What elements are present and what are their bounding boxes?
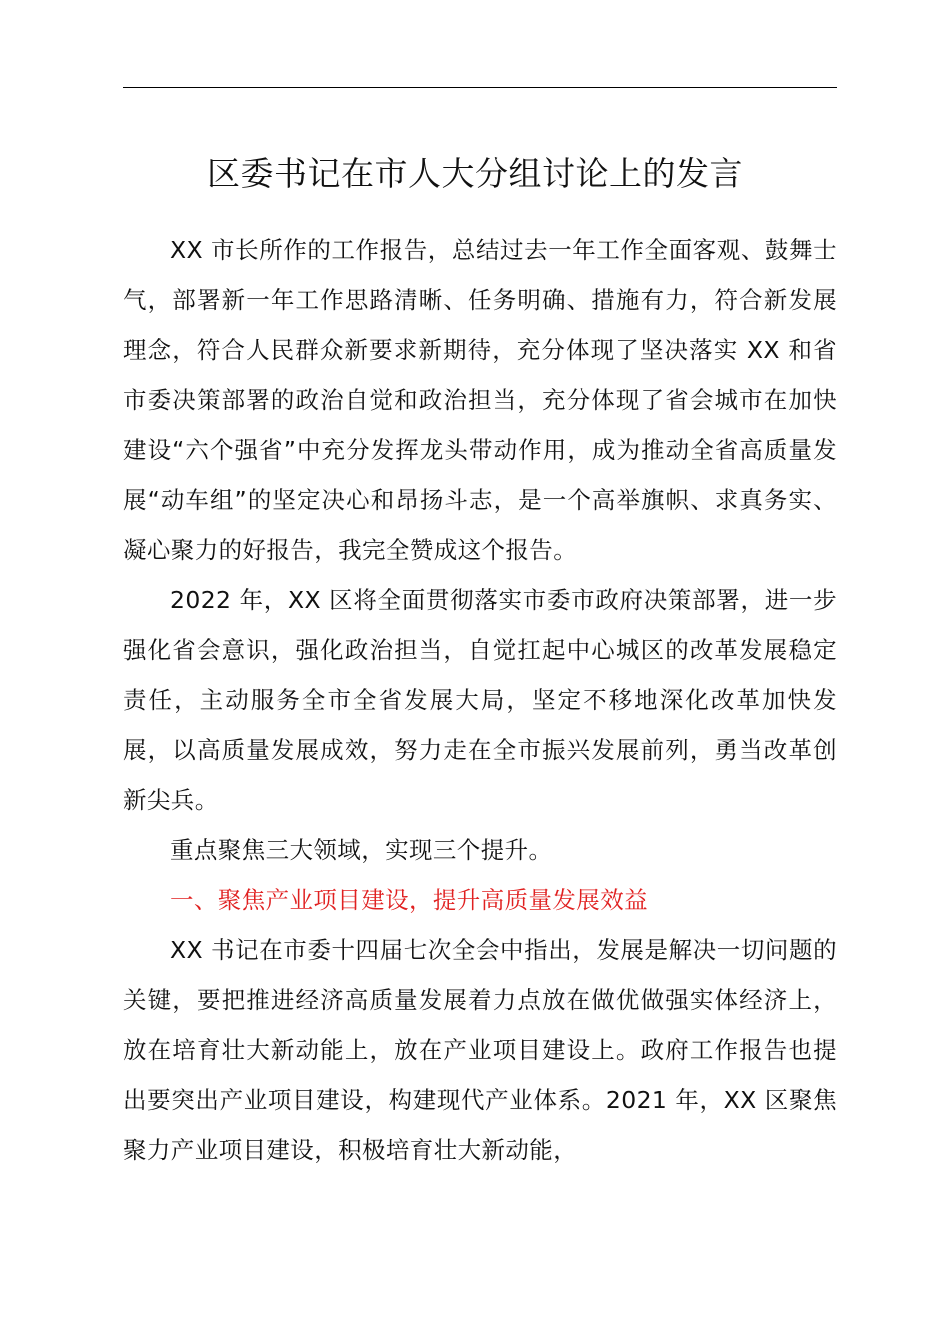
paragraph-2: 2022 年，XX 区将全面贯彻落实市委市政府决策部署，进一步强化省会意识，强化政治担当，自觉扛起中心城区的改革发展稳定责任，主动服务全市全省发展大局，坚定不移地深化改革加快发展，以高质量发展成效，努力走在全市振兴发展前列，勇当改革创新尖兵。 (123, 586, 837, 814)
paragraph-4: XX 书记在市委十四届七次全会中指出，发展是解决一切问题的关键，要把推进经济高质量发展着力点放在做优做强实体经济上，放在培育壮大新动能上，放在产业项目建设上。政府工作报告也提出要突出产业项目建设，构建现代产业体系。2021 年，XX 区聚焦聚力产业项目建设，积极培育壮大新动能， (123, 936, 837, 1164)
header-rule (123, 87, 837, 88)
paragraph-3: 重点聚焦三大领域，实现三个提升。 (170, 836, 553, 864)
document-title: 区委书记在市人大分组讨论上的发言 (207, 154, 743, 193)
section-heading-1: 一、聚焦产业项目建设，提升高质量发展效益 (170, 886, 648, 914)
paragraph-1: XX 市长所作的工作报告，总结过去一年工作全面客观、鼓舞士气，部署新一年工作思路清晰、任务明确、措施有力，符合新发展理念，符合人民群众新要求新期待，充分体现了坚决落实 XX 和省市委决策部署的政治自觉和政治担当，充分体现了省会城市在加快建设“六个强省”中充分发挥龙头带动作用，成为推动全省高质量发展“动车组”的坚定决心和昂扬斗志，是一个高举旗帜、求真务实、凝心聚力的好报告，我完全赞成这个报告。 (123, 236, 837, 564)
document-body (123, 225, 837, 1175)
